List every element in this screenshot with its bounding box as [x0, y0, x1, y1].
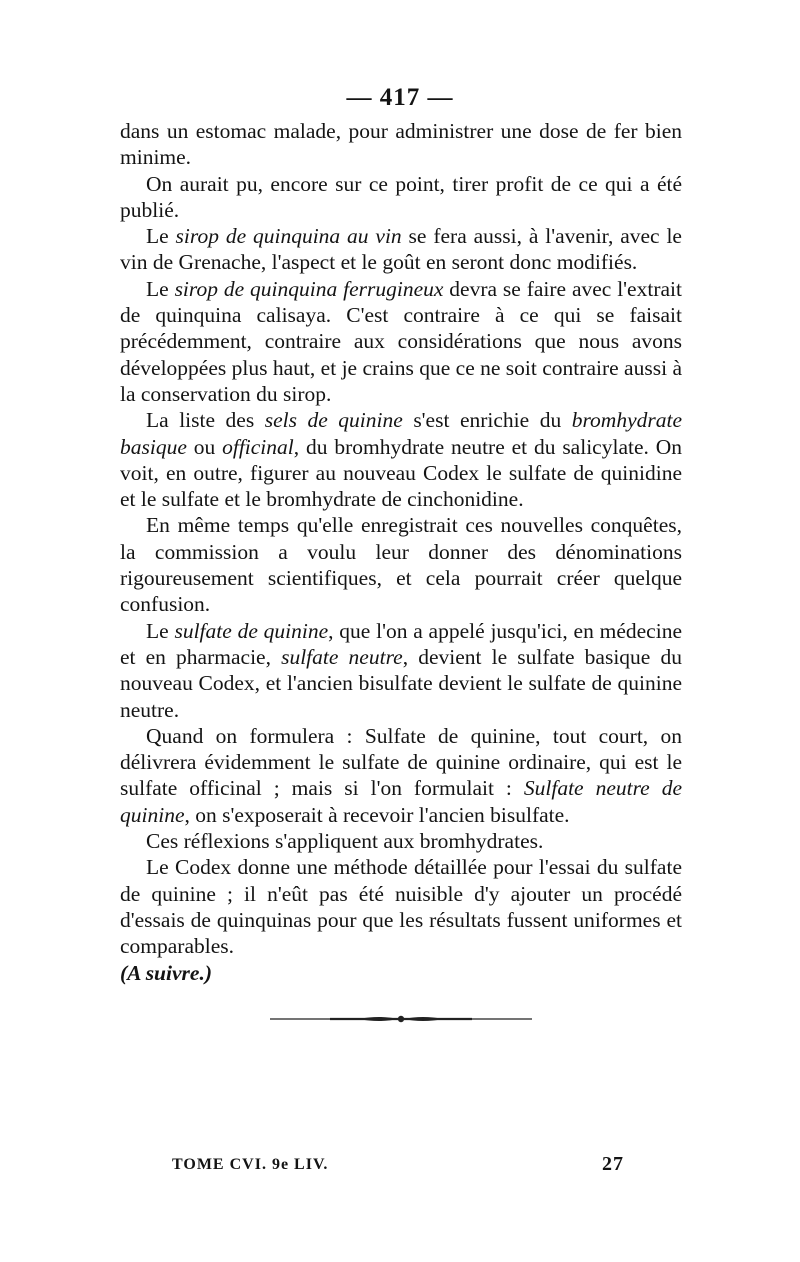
text-run: Le: [146, 618, 175, 643]
italic-term: bromhydrate basique: [120, 408, 682, 459]
paragraph-list: [120, 118, 682, 960]
text-run: En même temps qu'elle enregistrait ces nouvelles conquêtes, la commission a voulu leur donner des dénominations rigoureusement scientifiques, et cela pourrait créer quelque confusion.: [120, 513, 682, 617]
italic-term: sirop de quinquina au vin: [175, 224, 402, 249]
paragraph: [120, 828, 682, 854]
text-run: Ces réflexions s'appliquent aux bromhydrates.: [146, 829, 544, 854]
paragraph: [120, 223, 682, 276]
footer-signature: TOME CVI. 9e LIV.: [172, 1156, 329, 1173]
text-run: devra se faire avec l'extrait de quinquina calisaya. C'est contraire à ce qui se faisait précédemment, contraire aux considérations que nous avons développées plus haut, et je crains que ce ne soit contraire aussi à la conservation du sirop.: [120, 276, 682, 406]
page-number: — 417 —: [346, 84, 454, 111]
text-run: Quand on formulera : Sulfate de quinine, tout court, on délivrera évidemment le sulfate de quinine ordinaire, qui est le sulfate officinal ; mais si l'on formulait :: [120, 723, 682, 801]
italic-term: Sulfate neutre de quinine: [120, 776, 682, 827]
text-run: Le Codex donne une méthode détaillée pour l'essai du sulfate de quinine ; il n'eût pas été nuisible d'y ajouter un procédé d'essais de quinquinas pour que les résultats fussent uniformes et comparables.: [120, 855, 682, 959]
paragraph: [120, 118, 682, 171]
text-run: dans un estomac malade, pour administrer une dose de fer bien minime.: [120, 119, 682, 170]
text-run: , du bromhydrate neutre et du salicylate. On voit, en outre, figurer au nouveau Codex le sulfate de quinidine et le sulfate et le bromhydrate de cinchonidine.: [120, 434, 683, 512]
italic-term: sels de quinine: [264, 408, 403, 433]
italic-term: officinal: [222, 434, 294, 459]
paragraph: [120, 618, 682, 723]
text-run: , que l'on a appelé jusqu'ici, en médecine et en pharmacie,: [120, 618, 682, 669]
text-run: La liste des: [146, 408, 265, 433]
paragraph: [120, 171, 682, 224]
paragraph: [120, 723, 682, 828]
italic-term: sulfate de quinine: [174, 618, 329, 643]
paragraph: [120, 512, 682, 617]
paragraph: [120, 276, 682, 407]
italic-term: sirop de quinquina ferrugineux: [174, 276, 444, 301]
to-be-continued: (A suivre.): [120, 960, 212, 985]
text-run: , on s'exposerait à recevoir l'ancien bisulfate.: [184, 802, 570, 827]
text-run: , devient le sulfate basique du nouveau Codex, et l'ancien bisulfate devient le sulfate de quinine neutre.: [120, 644, 682, 722]
paragraph: [120, 854, 682, 959]
text-run: Le: [146, 276, 175, 301]
text-run: On aurait pu, encore sur ce point, tirer profit de ce qui a été publié.: [120, 171, 682, 222]
text-run: s'est enrichie du: [402, 408, 572, 433]
text-run: ou: [186, 434, 223, 459]
paragraph: [120, 407, 682, 512]
text-run: Le: [146, 224, 176, 249]
ornamental-divider: [270, 1012, 532, 1026]
italic-term: sulfate neutre: [281, 644, 403, 669]
body-text: [120, 118, 682, 1026]
footer-sheet-number: 27: [602, 1153, 624, 1175]
text-run: se fera aussi, à l'avenir, avec le vin de Grenache, l'aspect et le goût en seront donc modifiés.: [120, 224, 682, 275]
